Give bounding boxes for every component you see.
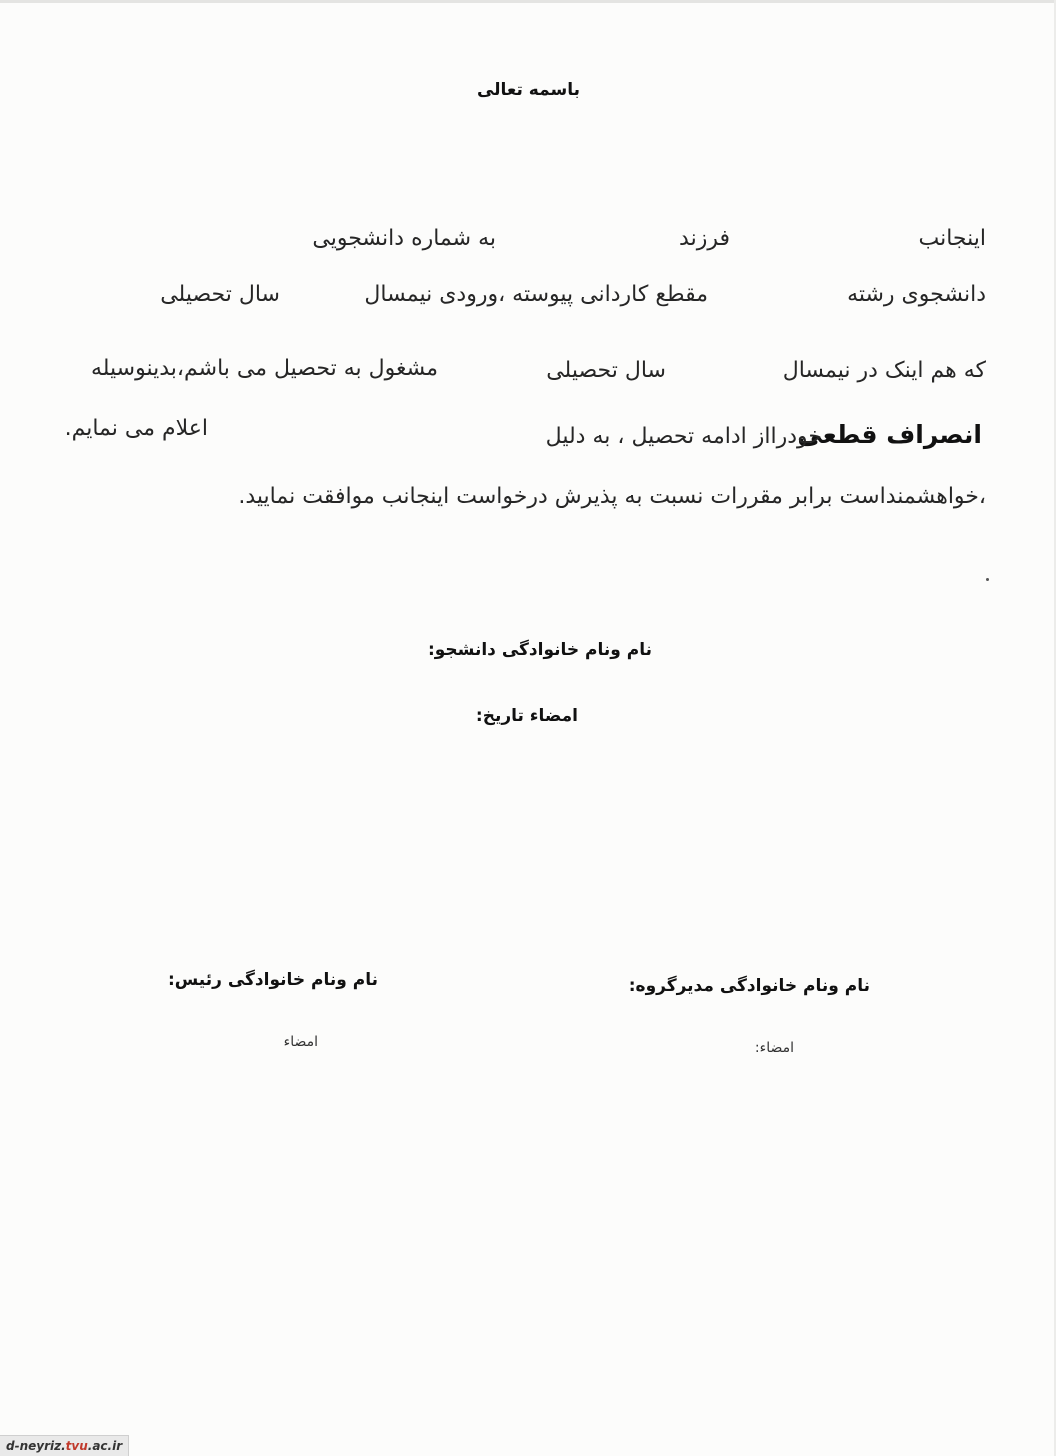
line3-current-semester: که هم اینک در نیمسال	[782, 358, 986, 383]
line4-reason-statement: خودرااز ادامه تحصیل ، به دلیل	[545, 424, 822, 449]
site-watermark	[0, 1435, 129, 1456]
line2-academic-year-label: سال تحصیلی	[160, 282, 280, 307]
student-name-label: نام ونام خانوادگی دانشجو:	[427, 640, 652, 660]
line1-word-injaneb: اینجانب	[918, 226, 986, 251]
line3-studying-statement: مشغول به تحصیل می باشم،بدینوسیله	[90, 356, 438, 381]
line5-request-statement: ،خواهشمنداست برابر مقررات نسبت به پذیرش درخواست اینجانب موافقت نمایید.	[238, 484, 986, 509]
scan-speck	[986, 578, 989, 581]
line4-announce: اعلام می نمایم.	[64, 416, 208, 441]
line4-withdrawal-emphasis: انصراف قطعی	[797, 420, 982, 449]
group-head-sign-label: امضاء:	[754, 1040, 794, 1056]
document-title: باسمه تعالی	[476, 80, 580, 100]
scan-top-edge	[0, 0, 1056, 3]
student-sign-date-label: امضاء تاریخ:	[475, 706, 578, 726]
group-head-name-label: نام ونام خانوادگی مدیرگروه:	[628, 976, 870, 996]
line1-word-farzand: فرزند	[679, 226, 730, 251]
watermark-suffix: .ac.ir	[87, 1439, 123, 1453]
line3-academic-year-label: سال تحصیلی	[546, 358, 666, 383]
line2-field-label: دانشجوی رشته	[847, 282, 986, 307]
line2-degree-entry: مقطع کاردانی پیوسته ،ورودی نیمسال	[364, 282, 708, 307]
line1-student-number-label: به شماره دانشجویی	[312, 226, 496, 251]
chief-sign-label: امضاء	[283, 1034, 318, 1050]
watermark-accent: tvu	[65, 1439, 88, 1453]
chief-name-label: نام ونام خانوادگی رئیس:	[167, 970, 378, 990]
watermark-prefix: d-neyriz.	[6, 1439, 66, 1453]
